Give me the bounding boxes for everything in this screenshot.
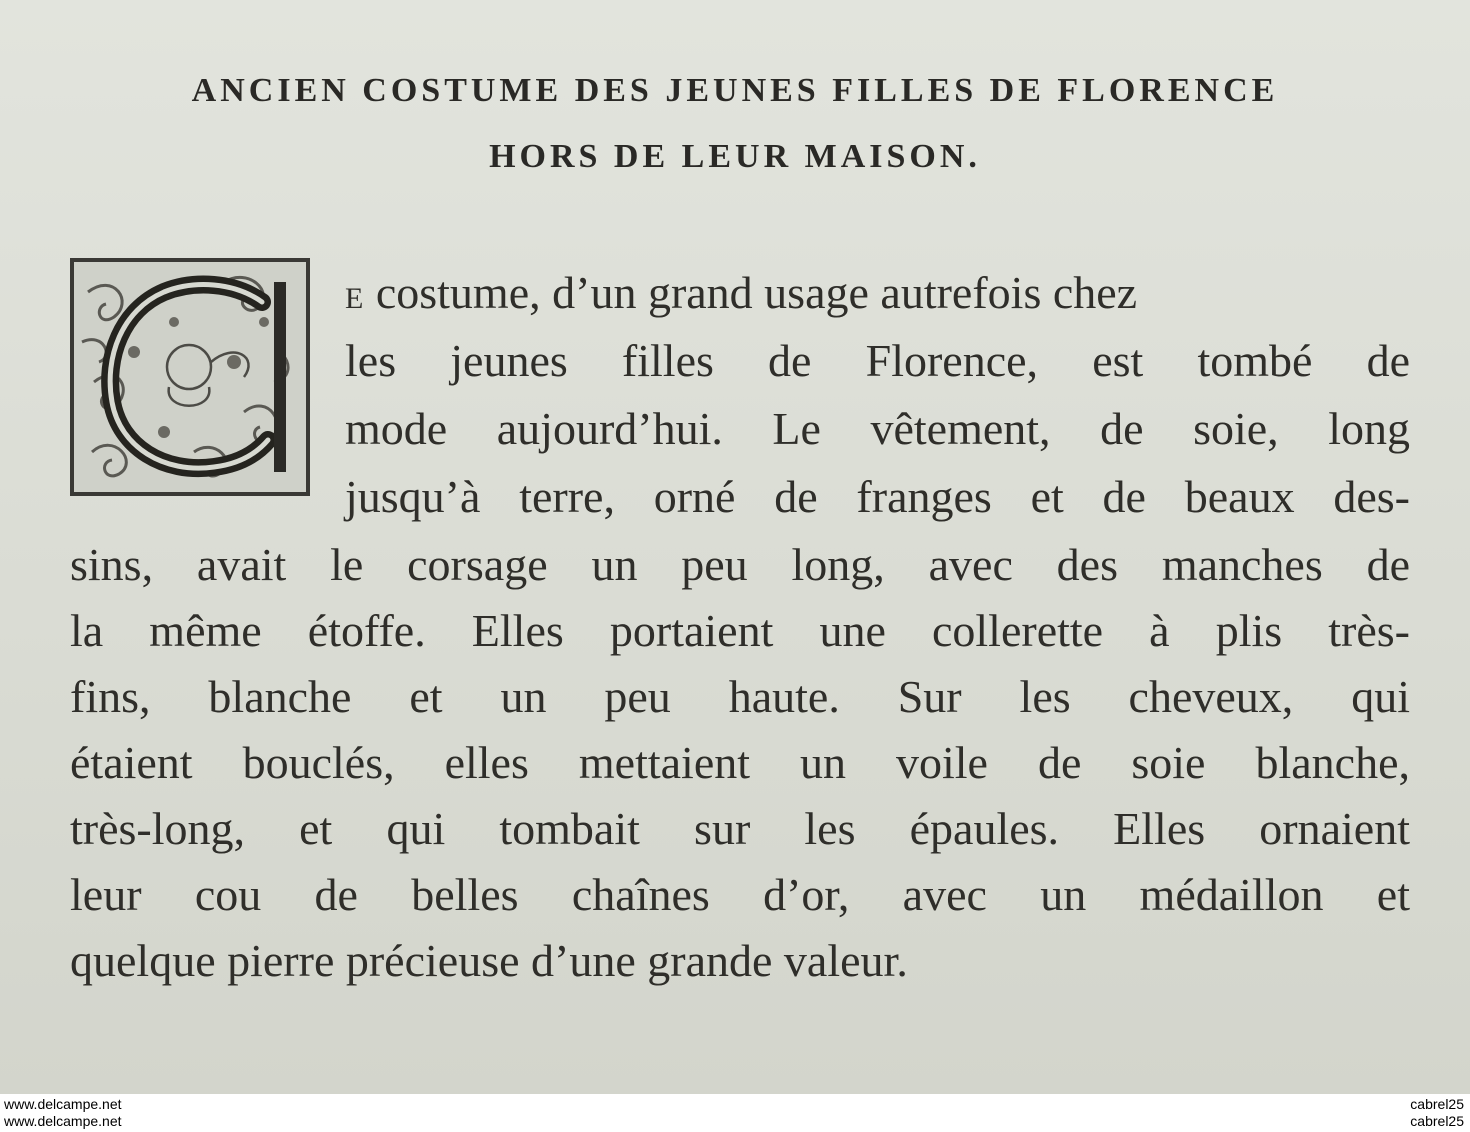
- drop-cap-ornament-icon: [74, 262, 306, 492]
- paragraph-line-11: quelque pierre précieuse d’une grande valeur.: [70, 935, 908, 986]
- watermark-right-top: cabrel25: [1410, 1096, 1464, 1112]
- paragraph-line-1: [345, 267, 1410, 318]
- paragraph-line-4: jusqu’à terre, orné de franges et de beaux des-: [345, 471, 1410, 522]
- watermark-left-top: www.delcampe.net: [4, 1096, 122, 1112]
- page-title-line-1: ANCIEN COSTUME DES JEUNES FILLES DE FLORENCE: [191, 72, 1279, 109]
- watermark-left-bottom: www.delcampe.net: [4, 1113, 122, 1129]
- paragraph-line-10: leur cou de belles chaînes d’or, avec un médaillon et: [70, 869, 1410, 920]
- line-1-small-cap: E: [345, 282, 365, 315]
- paragraph-line-7: fins, blanche et un peu haute. Sur les cheveux, qui: [70, 671, 1410, 722]
- paragraph-line-8: étaient bouclés, elles mettaient un voile de soie blanche,: [70, 737, 1410, 788]
- paragraph-line-6: la même étoffe. Elles portaient une collerette à plis très-: [70, 605, 1410, 656]
- page-title-line-2: HORS DE LEUR MAISON.: [489, 138, 981, 175]
- watermark-strip: [0, 1094, 1470, 1132]
- paragraph-line-2: les jeunes filles de Florence, est tombé de: [345, 335, 1410, 386]
- paragraph-line-3: mode aujourd’hui. Le vêtement, de soie, long: [345, 403, 1410, 454]
- line-1-text: costume, d’un grand usage autrefois chez: [364, 267, 1138, 318]
- watermark-right-bottom: cabrel25: [1410, 1113, 1464, 1129]
- paragraph-line-9: très-long, et qui tombait sur les épaules. Elles ornaient: [70, 803, 1410, 854]
- paragraph-line-5: sins, avait le corsage un peu long, avec des manches de: [70, 539, 1410, 590]
- ornamental-drop-cap: [70, 258, 310, 496]
